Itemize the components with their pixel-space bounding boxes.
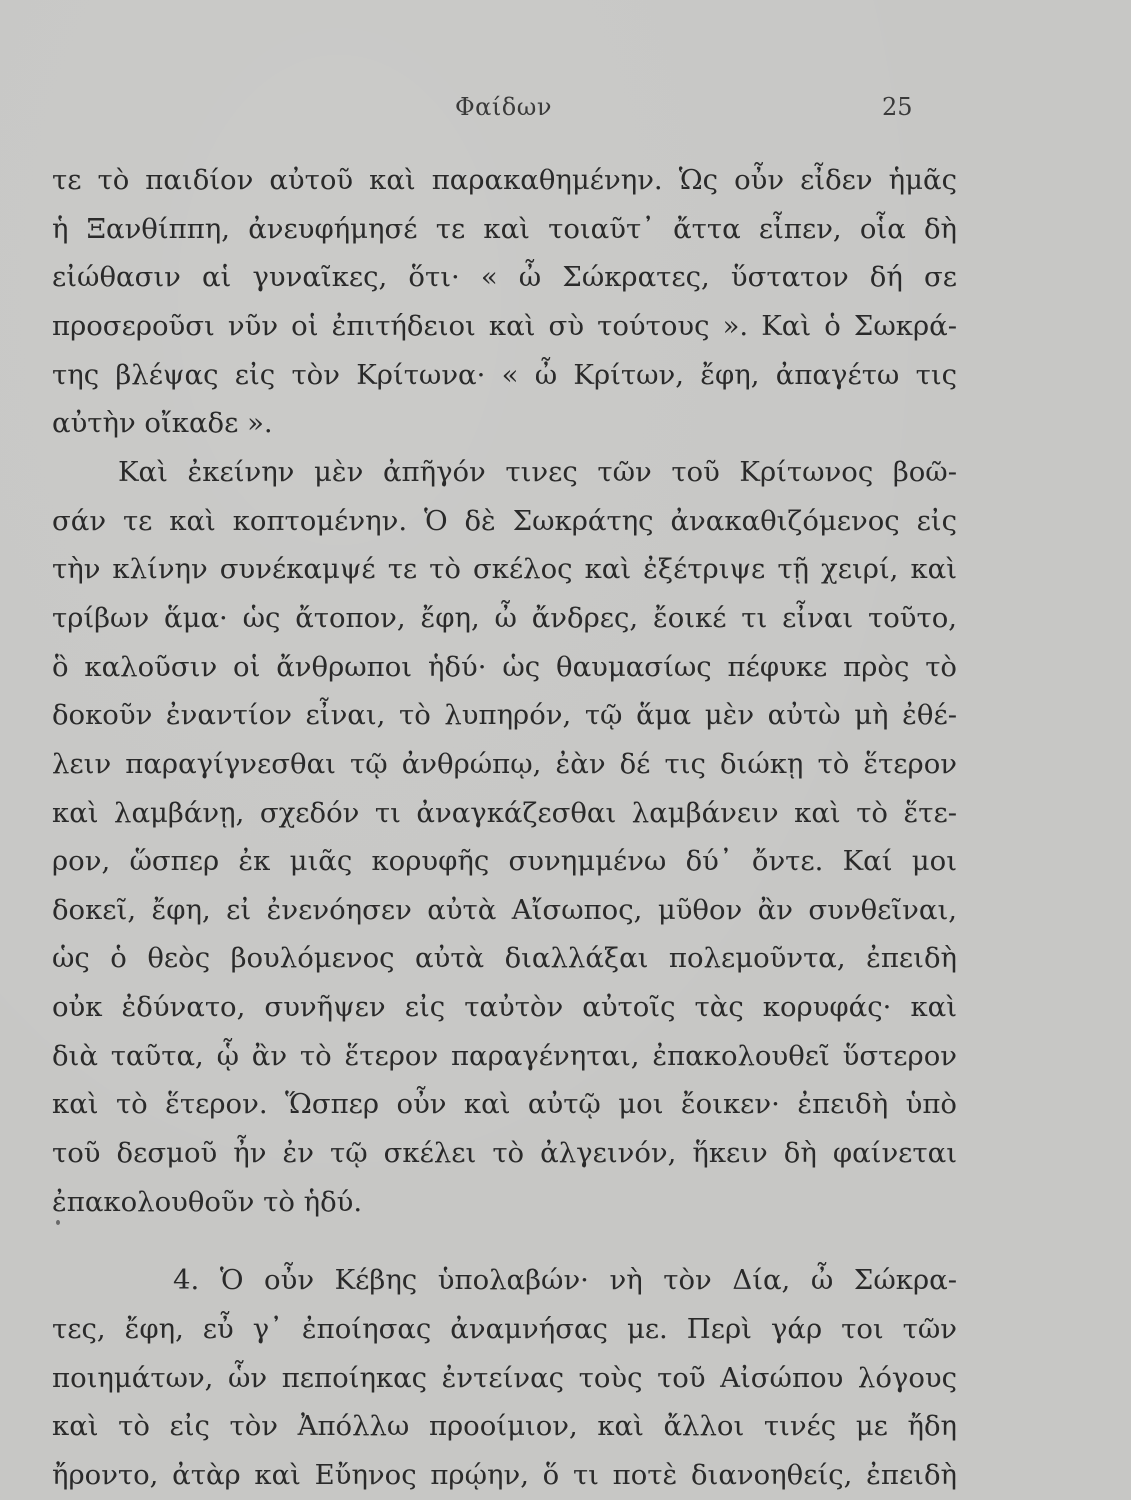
- text-line: σάν τε καὶ κοπτομένην. Ὁ δὲ Σωκράτης ἀνακαθιζόμενος εἰς: [52, 505, 957, 537]
- text-line: ὡς ὁ θεὸς βουλόμενος αὐτὰ διαλλάξαι πολεμοῦντα, ἐπειδὴ: [52, 942, 957, 974]
- text-line: καὶ λαμβάνῃ, σχεδόν τι ἀναγκάζεσθαι λαμβάνειν καὶ τὸ ἕτε-: [52, 797, 957, 829]
- text-line: διὰ ταῦτα, ᾧ ἂν τὸ ἕτερον παραγένηται, ἐπακολουθεῖ ὕστερον: [52, 1040, 957, 1072]
- text-line: ὃ καλοῦσιν οἱ ἄνθρωποι ἡδύ· ὡς θαυμασίως πέφυκε πρὸς τὸ: [52, 651, 957, 683]
- text-line: τὴν κλίνην συνέκαμψέ τε τὸ σκέλος καὶ ἐξέτριψε τῇ χειρί, καὶ: [52, 553, 957, 585]
- section-4-first-line: 4. Ὁ οὖν Κέβης ὑπολαβών· νὴ τὸν Δία, ὦ Σώκρα-: [173, 1264, 957, 1296]
- text-line: τε τὸ παιδίον αὐτοῦ καὶ παρακαθημένην. Ὡς οὖν εἶδεν ἡμᾶς: [52, 164, 957, 196]
- text-line: Καὶ ἐκείνην μὲν ἀπῆγόν τινες τῶν τοῦ Κρίτωνος βοῶ-: [118, 456, 957, 488]
- text-line: ἐπακολουθοῦν τὸ ἡδύ.: [52, 1186, 363, 1218]
- text-line: ρον, ὥσπερ ἐκ μιᾶς κορυφῆς συνημμένω δύ᾽ ὄντε. Καί μοι: [52, 845, 957, 877]
- page-number: 25: [882, 93, 913, 121]
- text-line: οὐκ ἐδύνατο, συνῆψεν εἰς ταὐτὸν αὐτοῖς τὰς κορυφάς· καὶ: [52, 991, 957, 1023]
- text-line: τοῦ δεσμοῦ ἦν ἐν τῷ σκέλει τὸ ἀλγεινόν, ἥκειν δὴ φαίνεται: [52, 1137, 957, 1169]
- text-line: ἡ Ξανθίππη, ἀνευφήμησέ τε καὶ τοιαῦτ᾽ ἄττα εἶπεν, οἷα δὴ: [52, 213, 957, 245]
- text-line: ποιημάτων, ὧν πεποίηκας ἐντείνας τοὺς τοῦ Αἰσώπου λόγους: [52, 1362, 957, 1394]
- running-title: Φαίδων: [455, 93, 552, 121]
- text-line: δοκεῖ, ἔφη, εἰ ἐνενόησεν αὐτὰ Αἴσωπος, μῦθον ἂν συνθεῖναι,: [52, 894, 957, 926]
- text-line: αὐτὴν οἴκαδε ».: [52, 407, 273, 439]
- text-line: τρίβων ἅμα· ὡς ἄτοπον, ἔφη, ὦ ἄνδρες, ἔοικέ τι εἶναι τοῦτο,: [52, 602, 957, 634]
- text-line: τες, ἔφη, εὖ γ᾽ ἐποίησας ἀναμνήσας με. Περὶ γάρ τοι τῶν: [52, 1313, 957, 1345]
- text-line: δοκοῦν ἐναντίον εἶναι, τὸ λυπηρόν, τῷ ἅμα μὲν αὐτὼ μὴ ἐθέ-: [52, 699, 957, 731]
- text-line: ἤροντο, ἀτὰρ καὶ Εὔηνος πρῴην, ὅ τι ποτὲ διανοηθείς, ἐπειδὴ: [52, 1459, 957, 1491]
- text-line: της βλέψας εἰς τὸν Κρίτωνα· « ὦ Κρίτων, ἔφη, ἀπαγέτω τις: [52, 359, 957, 391]
- text-line: εἰώθασιν αἱ γυναῖκες, ὅτι· « ὦ Σώκρατες, ὕστατον δή σε: [52, 261, 957, 293]
- text-line: λειν παραγίγνεσθαι τῷ ἀνθρώπῳ, ἐὰν δέ τις διώκῃ τὸ ἕτερον: [52, 748, 957, 780]
- text-line: καὶ τὸ ἕτερον. Ὥσπερ οὖν καὶ αὐτῷ μοι ἔοικεν· ἐπειδὴ ὑπὸ: [52, 1088, 957, 1120]
- text-line: προσεροῦσι νῦν οἱ ἐπιτήδειοι καὶ σὺ τούτους ». Καὶ ὁ Σωκρά-: [52, 310, 957, 342]
- text-line: καὶ τὸ εἰς τὸν Ἀπόλλω προοίμιον, καὶ ἄλλοι τινές με ἤδη: [52, 1410, 957, 1442]
- paper-speck: [56, 1220, 60, 1225]
